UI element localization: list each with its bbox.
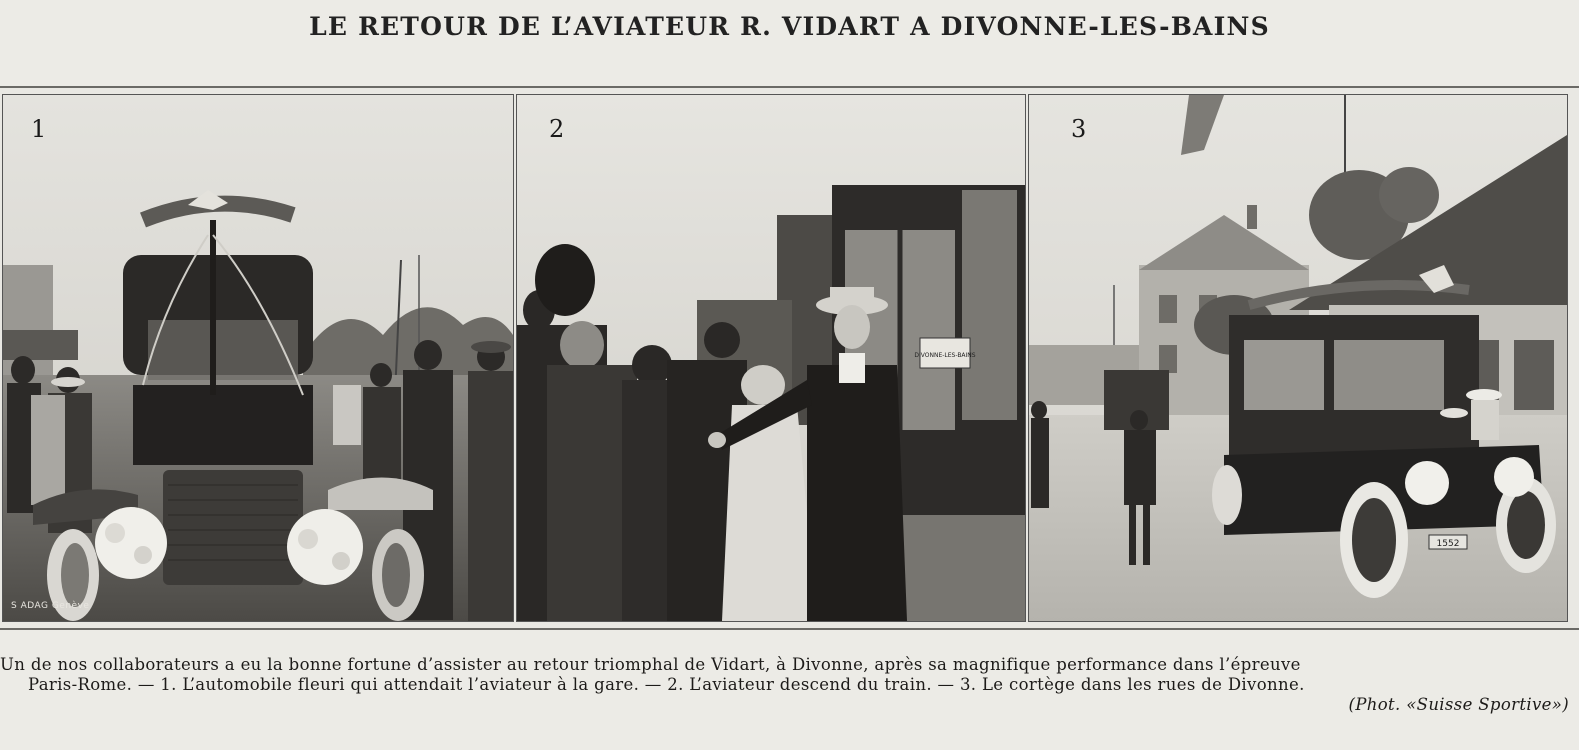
photo-band: [0, 86, 1579, 630]
station-sign: DIVONNE-LES-BAINS: [914, 352, 976, 359]
photo-3-image: [1029, 95, 1567, 621]
credit-prefix: (Phot. «: [1348, 695, 1417, 714]
credit-suffix: »): [1551, 695, 1569, 714]
photo-procession: [1028, 94, 1568, 622]
photo-2-image: [517, 95, 1025, 621]
caption-line-2: Paris-Rome. — 1. L’automobile fleuri qui attendait l’aviateur à la gare. — 2. L’aviateur descend du train. — 3. Le cortège dans les rues de Divonne.: [28, 675, 1305, 694]
licence-plate: 1552: [1436, 539, 1460, 549]
photo-number-2: 2: [549, 115, 565, 143]
photo-aviator-train: [516, 94, 1026, 622]
photo-credit: [0, 695, 1579, 715]
caption: [0, 655, 1579, 715]
photo-decorated-automobile: [2, 94, 514, 622]
caption-line-1: Un de nos collaborateurs a eu la bonne fortune d’assister au retour triomphal de Vidart, à Divonne, après sa magnifique performance dans l’épreuve: [0, 655, 1301, 674]
studio-mark: S ADAG Genève: [11, 601, 90, 611]
page-headline: LE RETOUR DE L’AVIATEUR R. VIDART A DIVONNE-LES-BAINS: [309, 12, 1270, 41]
credit-publication: Suisse Sportive: [1416, 695, 1552, 714]
photo-1-image: [3, 95, 513, 621]
photo-number-1: 1: [31, 115, 47, 143]
photo-number-3: 3: [1071, 115, 1087, 143]
